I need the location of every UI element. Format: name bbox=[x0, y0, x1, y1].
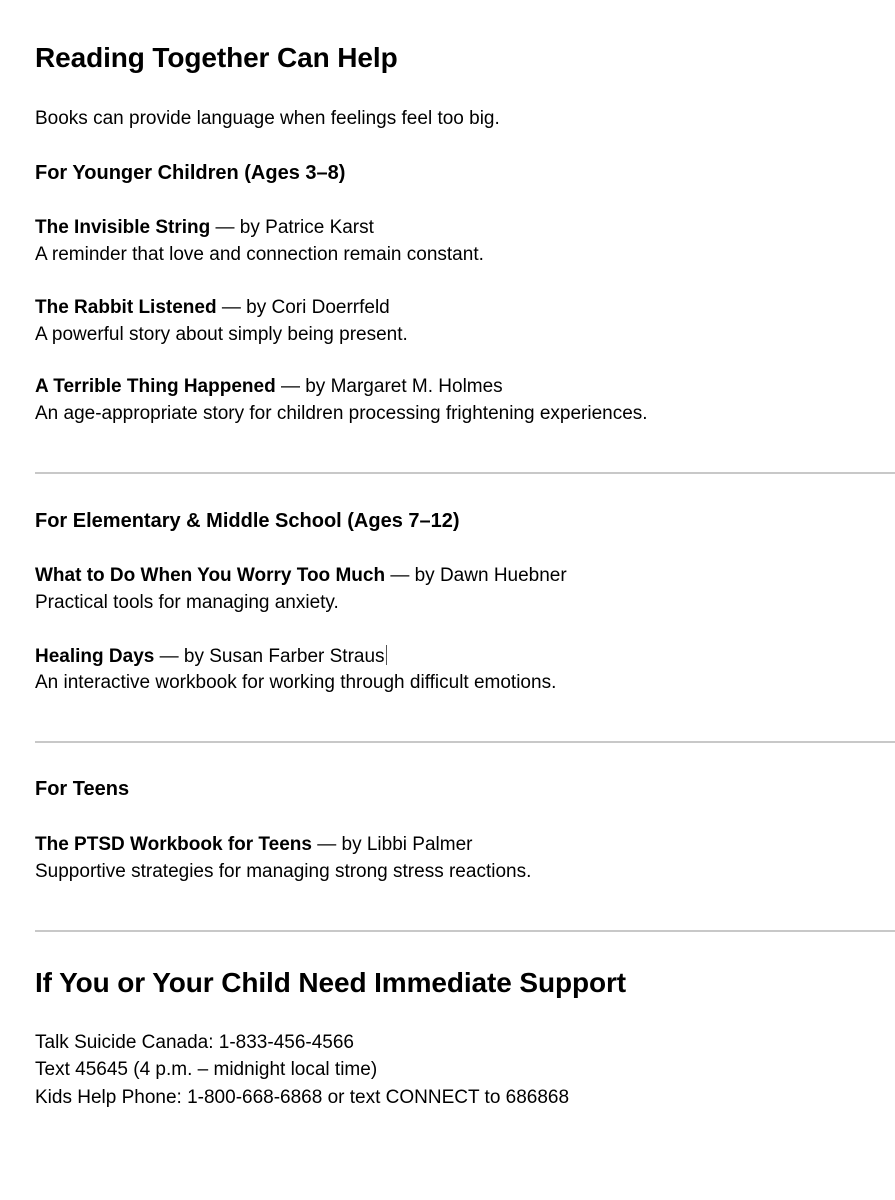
book-author: — by Cori Doerrfeld bbox=[216, 297, 390, 318]
page-title: Reading Together Can Help bbox=[35, 42, 398, 73]
book-title: The PTSD Workbook for Teens bbox=[35, 834, 312, 855]
section-heading-elementary-middle: For Elementary & Middle School (Ages 7–12) bbox=[35, 510, 460, 532]
section-divider bbox=[35, 472, 895, 474]
section-divider bbox=[35, 930, 895, 932]
book-description: Practical tools for managing anxiety. bbox=[35, 592, 339, 613]
book-title: The Rabbit Listened bbox=[35, 297, 217, 318]
book-title-line[interactable] bbox=[35, 645, 387, 668]
book-description: An age-appropriate story for children processing frightening experiences. bbox=[35, 403, 648, 424]
book-description: An interactive workbook for working through difficult emotions. bbox=[35, 672, 557, 693]
book-description: A reminder that love and connection remain constant. bbox=[35, 244, 484, 265]
book-title-line bbox=[35, 834, 472, 856]
book-title: The Invisible String bbox=[35, 217, 211, 238]
book-author: — by Dawn Huebner bbox=[385, 565, 567, 586]
book-description: A powerful story about simply being present. bbox=[35, 324, 408, 345]
book-title-line bbox=[35, 376, 503, 398]
support-line-talk-suicide: Talk Suicide Canada: 1-833-456-4566 bbox=[35, 1032, 354, 1053]
book-title-line bbox=[35, 217, 374, 239]
intro-text: Books can provide language when feelings feel too big. bbox=[35, 108, 500, 129]
book-title-line bbox=[35, 565, 567, 587]
book-author: — by Margaret M. Holmes bbox=[275, 376, 503, 397]
book-title: What to Do When You Worry Too Much bbox=[35, 565, 386, 586]
support-line-text: Text 45645 (4 p.m. – midnight local time) bbox=[35, 1059, 378, 1080]
book-author: — by Susan Farber Straus bbox=[154, 646, 385, 667]
book-title: A Terrible Thing Happened bbox=[35, 376, 276, 397]
support-heading: If You or Your Child Need Immediate Support bbox=[35, 967, 627, 998]
book-title: Healing Days bbox=[35, 646, 155, 667]
book-author: — by Patrice Karst bbox=[210, 217, 374, 238]
book-author: — by Libbi Palmer bbox=[311, 834, 473, 855]
section-heading-younger-children: For Younger Children (Ages 3–8) bbox=[35, 162, 346, 184]
section-divider bbox=[35, 741, 895, 743]
section-heading-teens: For Teens bbox=[35, 778, 130, 800]
text-cursor bbox=[386, 645, 387, 665]
support-line-kids-help-phone: Kids Help Phone: 1-800-668-6868 or text CONNECT to 686868 bbox=[35, 1087, 570, 1108]
book-title-line bbox=[35, 297, 390, 319]
book-description: Supportive strategies for managing strong stress reactions. bbox=[35, 861, 532, 882]
